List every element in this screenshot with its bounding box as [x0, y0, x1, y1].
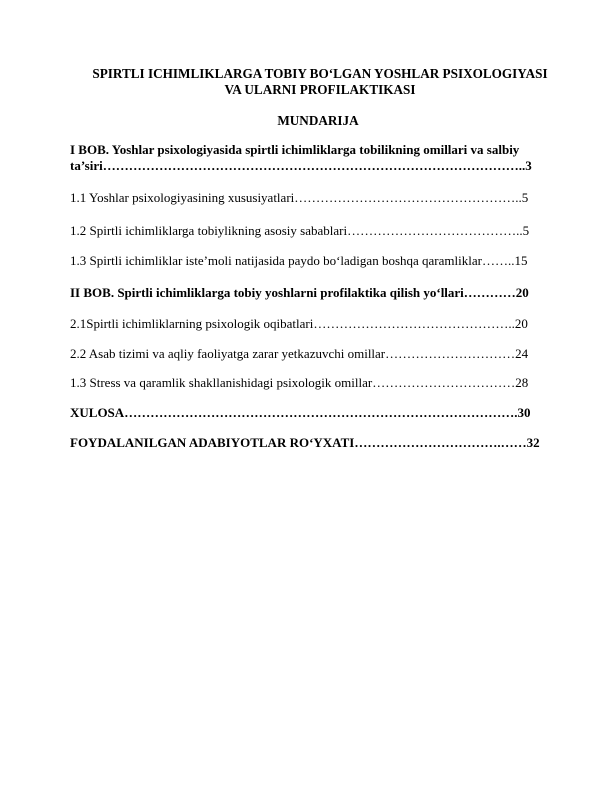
toc-dots: …………………………………..	[347, 223, 523, 238]
toc-dots: ……………………………	[372, 375, 516, 390]
toc-entry-2-3	[70, 375, 566, 391]
toc-entry-references	[70, 435, 566, 451]
toc-entry-1-2	[70, 223, 566, 239]
toc-entry-1-3	[70, 253, 566, 269]
toc-entry-text: 1.2 Spirtli ichimliklarga tobiylikning asosiy sabablari	[70, 223, 348, 238]
toc-entry-text: II BOB. Spirtli ichimliklarga tobiy yoshlarni profilaktika qilish yo‘llari	[70, 285, 464, 300]
toc-entry-text: 2.2 Asab tizimi va aqliy faoliyatga zarar yetkazuvchi omillar	[70, 346, 386, 361]
toc-page-number: 28	[515, 375, 529, 390]
toc-page-number: 24	[515, 346, 529, 361]
toc-page-number: 5	[521, 190, 529, 205]
toc-dots: ……..	[481, 253, 515, 268]
title-line-1: SPIRTLI ICHIMLIKLARGA TOBIY BO‘LGAN YOSHLAR PSIXOLOGIYASI	[92, 66, 548, 81]
toc-page-number: 20	[515, 285, 529, 300]
toc-entry-conclusion	[70, 405, 566, 421]
toc-page-number: 32	[526, 435, 540, 450]
toc-page-number: 5	[522, 223, 530, 238]
document-title	[70, 66, 570, 98]
toc-entry-text-line1: I BOB. Yoshlar psixologiyasida spirtli ichimliklarga tobilikning omillari va salbiy	[70, 142, 520, 157]
toc-dots: ……………………………………………………………………………….	[124, 405, 518, 420]
toc-page-number: 20	[514, 316, 528, 331]
toc-entry-2-1	[70, 316, 566, 332]
toc-entry-text: 2.1Spirtli ichimliklarning psixologik oqibatlari	[70, 316, 314, 331]
toc-entry-1-1	[70, 190, 566, 206]
toc-dots: …………………………	[385, 346, 516, 361]
toc-page-number: 30	[517, 405, 531, 420]
toc-dots: …………	[463, 285, 516, 300]
toc-dots: ………………………………………..	[313, 316, 515, 331]
toc-entry-2-2	[70, 346, 566, 362]
toc-entry-text: 1.1 Yoshlar psixologiyasining xususiyatlari	[70, 190, 295, 205]
toc-page-number: 15	[514, 253, 528, 268]
toc-dots: ……………………………………………..	[294, 190, 522, 205]
toc-dots: ……………………………………………………………………………………..	[102, 158, 526, 173]
toc-page-number: 3	[525, 158, 532, 173]
toc-entry-chapter-2	[70, 285, 566, 301]
toc-heading: MUNDARIJA	[277, 113, 359, 128]
toc-dots: …………………………….……	[354, 435, 527, 450]
toc-entry-chapter-1	[70, 142, 566, 174]
toc-entry-text: FOYDALANILGAN ADABIYOTLAR RO‘YXATI	[70, 435, 355, 450]
toc-entry-text: XULOSA	[70, 405, 125, 420]
toc-entry-text: 1.3 Spirtli ichimliklar iste’moli natijasida paydo bo‘ladigan boshqa qaramliklar	[70, 253, 482, 268]
toc-entry-text: 1.3 Stress va qaramlik shakllanishidagi psixologik omillar	[70, 375, 373, 390]
title-line-2: VA ULARNI PROFILAKTIKASI	[224, 82, 416, 97]
toc-entry-text-line2: ta’siri	[70, 158, 103, 173]
